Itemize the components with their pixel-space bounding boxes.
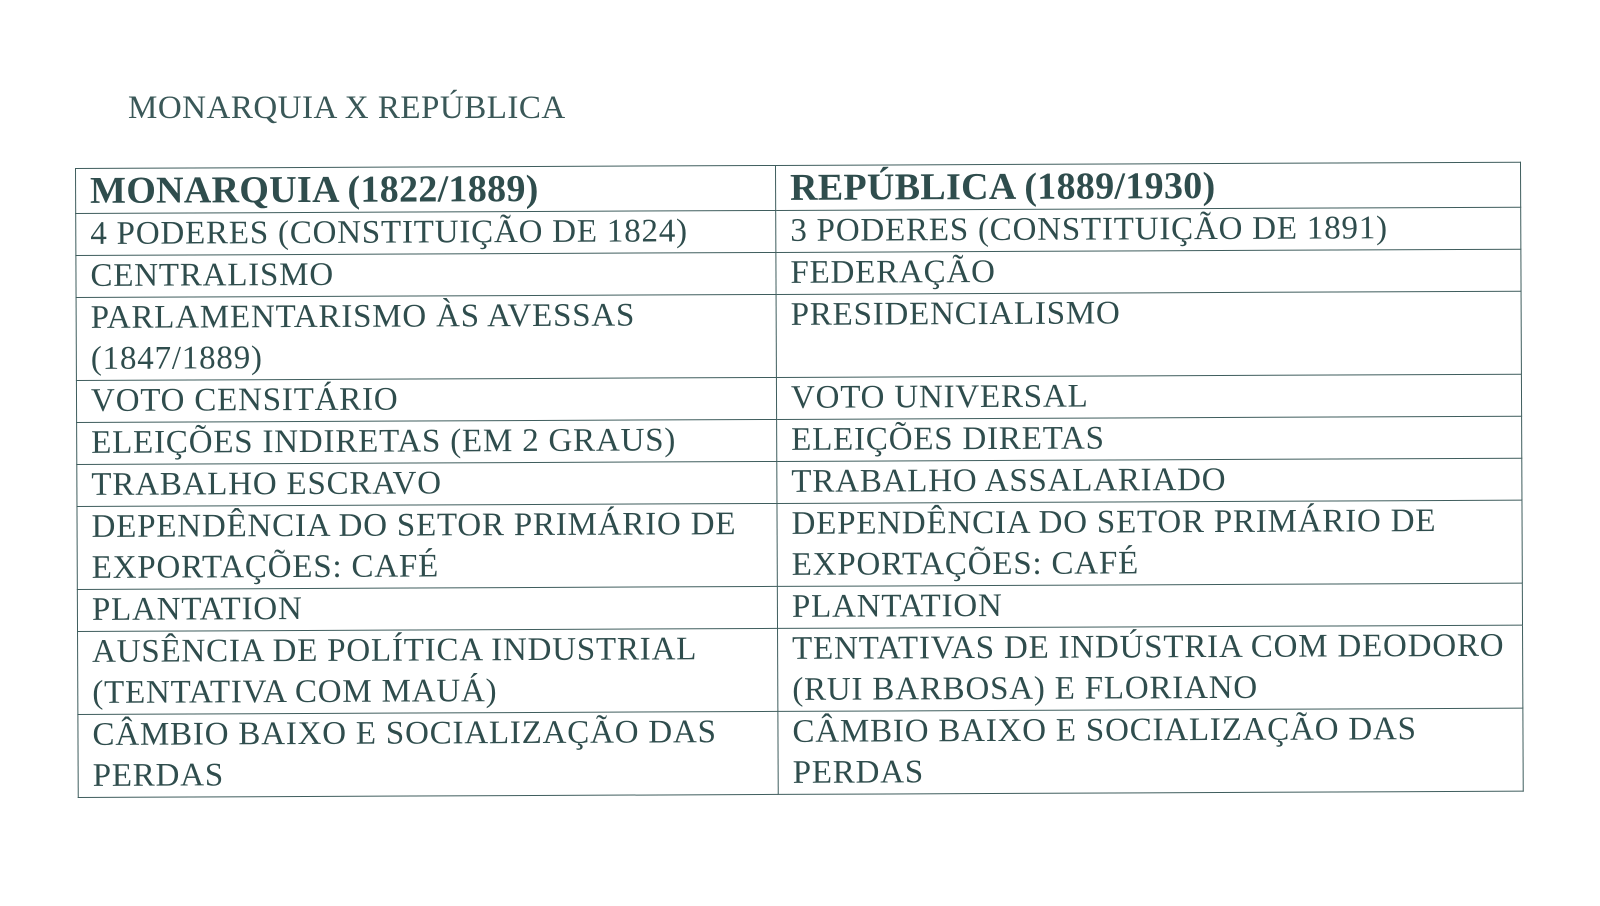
republica-cell: DEPENDÊNCIA DO SETOR PRIMÁRIO DE EXPORTAÇÕES: CAFÉ — [777, 500, 1522, 586]
table-row — [77, 416, 1522, 464]
republica-cell: TENTATIVAS DE INDÚSTRIA COM DEODORO (RUI BARBOSA) E FLORIANO — [778, 625, 1523, 711]
table-row — [76, 249, 1521, 297]
monarquia-cell: VOTO CENSITÁRIO — [76, 377, 776, 422]
republica-cell: CÂMBIO BAIXO E SOCIALIZAÇÃO DAS PERDAS — [778, 708, 1523, 794]
republica-cell: PLANTATION — [777, 583, 1522, 628]
monarquia-cell: CÂMBIO BAIXO E SOCIALIZAÇÃO DAS PERDAS — [78, 711, 778, 797]
monarquia-cell: 4 PODERES (CONSTITUIÇÃO DE 1824) — [76, 210, 776, 255]
table-row — [76, 291, 1521, 380]
table-row — [78, 625, 1523, 714]
republica-cell: PRESIDENCIALISMO — [776, 291, 1521, 377]
table-row — [76, 207, 1521, 255]
header-monarquia: MONARQUIA (1822/1889) — [76, 165, 776, 213]
monarquia-cell: PARLAMENTARISMO ÀS AVESSAS (1847/1889) — [76, 294, 776, 380]
republica-cell: FEDERAÇÃO — [776, 249, 1521, 294]
monarquia-cell: DEPENDÊNCIA DO SETOR PRIMÁRIO DE EXPORTAÇÕES: CAFÉ — [77, 503, 777, 589]
republica-cell: 3 PODERES (CONSTITUIÇÃO DE 1891) — [776, 207, 1521, 252]
table-header-row — [76, 162, 1521, 213]
monarquia-cell: CENTRALISMO — [76, 252, 776, 297]
table-row — [77, 458, 1522, 506]
table-row — [78, 708, 1523, 797]
monarquia-cell: AUSÊNCIA DE POLÍTICA INDUSTRIAL (TENTATIVA COM MAUÁ) — [78, 628, 778, 714]
comparison-table — [75, 162, 1524, 798]
republica-cell: TRABALHO ASSALARIADO — [777, 458, 1522, 503]
table-row — [76, 374, 1521, 422]
header-republica: REPÚBLICA (1889/1930) — [775, 162, 1520, 210]
table-row — [77, 583, 1522, 631]
monarquia-cell: TRABALHO ESCRAVO — [77, 461, 777, 506]
monarquia-cell: PLANTATION — [77, 586, 777, 631]
page-title: MONARQUIA X REPÚBLICA — [128, 90, 566, 126]
table-row — [77, 500, 1522, 589]
monarquia-cell: ELEIÇÕES INDIRETAS (EM 2 GRAUS) — [77, 419, 777, 464]
republica-cell: ELEIÇÕES DIRETAS — [777, 416, 1522, 461]
republica-cell: VOTO UNIVERSAL — [776, 374, 1521, 419]
